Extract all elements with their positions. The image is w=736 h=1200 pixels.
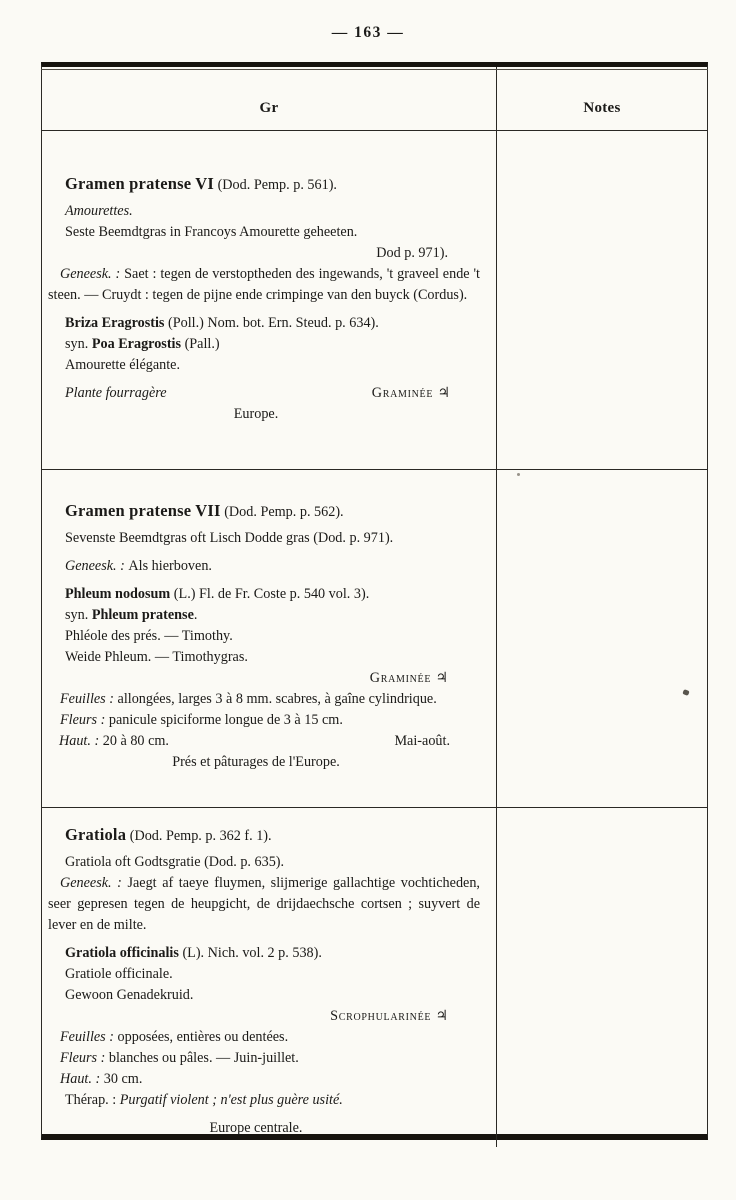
entry-line (48, 355, 482, 376)
notes-cell-3 (497, 808, 707, 1147)
text-segment: Dod p. 971). (376, 245, 448, 261)
text-segment: ♃ (435, 1008, 448, 1024)
text-segment: Haut. : (59, 733, 103, 749)
entry-line (48, 404, 482, 425)
entry-line (48, 689, 482, 710)
text-segment: Fleurs : (60, 712, 109, 728)
text-segment: opposées, entières ou dentées. (117, 1029, 289, 1045)
text-segment: (L). Nich. vol. 2 p. 538). (178, 945, 322, 961)
ink-speck (682, 689, 689, 696)
text-segment: Phleum pratense (91, 607, 194, 623)
text-segment: Weide Phleum. — Timothygras. (65, 649, 248, 665)
text-segment: (Poll.) Nom. bot. Ern. Steud. p. 634). (164, 315, 379, 331)
text-segment: Phleum nodosum (65, 586, 171, 602)
entry-line (48, 873, 482, 936)
text-segment: . (193, 607, 198, 623)
entry-line (48, 1118, 482, 1139)
text-segment: Gratiola (65, 825, 127, 844)
text-segment: syn. (65, 607, 92, 623)
text-segment: Gewoon Genadekruid. (65, 987, 194, 1003)
entry-line (48, 383, 482, 404)
text-segment: Purgatif violent ; n'est plus guère usité. (119, 1092, 343, 1108)
text-segment: (Dod. Pemp. p. 561). (214, 177, 337, 193)
page-number: — 163 — (331, 24, 405, 41)
entry-line (48, 731, 482, 752)
text-segment: Haut. : (60, 1071, 104, 1087)
column-header-gr: Gr (42, 67, 497, 130)
entry-line (48, 313, 482, 334)
entry-content-gramen-pratense-vi (42, 131, 497, 469)
text-segment: 30 cm. (103, 1071, 143, 1087)
notes-cell-1 (497, 131, 707, 469)
entry-line (48, 1027, 482, 1048)
text-segment: Gratiola officinalis (65, 945, 179, 961)
text-segment: Graminée (369, 670, 436, 686)
line-left-part (59, 731, 169, 752)
text-segment: (Dod. Pemp. p. 562). (220, 504, 344, 520)
entry-line (48, 222, 482, 243)
entry-line (48, 710, 482, 731)
text-segment: Poa Eragrostis (91, 336, 182, 352)
entry-line (48, 528, 482, 549)
text-segment: Geneesk. : (65, 558, 129, 574)
text-segment: Saet : tegen de verstoptheden des ingewands, 't graveel ende 't steen. — Cruydt : tegen de pijne ende crimpinge van den buyck (Cordus). (48, 266, 480, 303)
notes-cell-2 (497, 470, 707, 807)
text-segment: panicule spiciforme longue de 3 à 15 cm. (108, 712, 343, 728)
entry-line (48, 985, 482, 1006)
text-segment: syn. (65, 336, 92, 352)
entry-title (48, 498, 482, 525)
text-segment: Amourette élégante. (65, 357, 181, 373)
text-segment: (Dod. Pemp. p. 362 f. 1). (126, 828, 272, 844)
entry-line (48, 556, 482, 577)
text-segment: Feuilles : (60, 691, 118, 707)
text-segment: Amourettes. (65, 203, 133, 219)
text-segment: Gratiole officinale. (65, 966, 173, 982)
text-segment: Jaegt af taeye fluymen, slijmerige gallachtige vochticheden, seer gepresen tegen de heupgicht, de drijdaechsche cortsen ; suyvert de lever en de milte. (48, 875, 480, 933)
text-segment: Fleurs : (60, 1050, 109, 1066)
entry-row-gratiola (42, 808, 707, 1147)
entry-line (48, 668, 482, 689)
text-segment: ♃ (435, 670, 448, 686)
entry-line (48, 752, 482, 773)
entry-line (48, 1048, 482, 1069)
entry-line (48, 852, 482, 873)
entry-line (48, 605, 482, 626)
text-segment: Gramen pratense VI (65, 174, 215, 193)
entry-line (48, 334, 482, 355)
text-segment: blanches ou pâles. — Juin-juillet. (108, 1050, 299, 1066)
text-segment: Briza Eragrostis (65, 315, 165, 331)
text-segment: Plante fourragère (65, 385, 167, 401)
text-segment: 20 à 80 cm. (102, 733, 169, 749)
text-segment: Mai-août. (394, 733, 450, 749)
entry-line (48, 943, 482, 964)
entry-line (48, 201, 482, 222)
column-header-notes: Notes (583, 100, 621, 116)
entry-title (48, 171, 482, 198)
record-table (41, 62, 708, 1140)
text-segment: Europe centrale. (209, 1120, 303, 1136)
entry-line (48, 1090, 482, 1111)
text-segment: Geneesk. : (60, 266, 125, 282)
entry-line (48, 1069, 482, 1090)
text-segment: Graminée (371, 385, 438, 401)
entry-title (48, 822, 482, 849)
entry-content-gramen-pratense-vii (42, 470, 497, 807)
text-segment: Seste Beemdtgras in Francoys Amourette geheeten. (65, 224, 358, 240)
text-segment: Gratiola oft Godtsgratie (Dod. p. 635). (65, 854, 285, 870)
text-segment: ♃ (437, 385, 450, 401)
line-right-part (394, 731, 450, 752)
text-segment: Feuilles : (60, 1029, 118, 1045)
entry-line (48, 1006, 482, 1027)
text-segment: Phléole des prés. — Timothy. (65, 628, 233, 644)
text-segment: Europe. (233, 406, 279, 422)
text-segment: allongées, larges 3 à 8 mm. scabres, à gaîne cylindrique. (117, 691, 437, 707)
text-segment: Gramen pratense VII (65, 501, 221, 520)
line-left-part (65, 383, 167, 404)
text-segment: Sevenste Beemdtgras oft Lisch Dodde gras (Dod. p. 971). (65, 530, 394, 546)
entry-line (48, 626, 482, 647)
entry-line (48, 243, 482, 264)
text-segment: Scrophularinée (330, 1008, 436, 1024)
table-header-row (42, 67, 707, 131)
entry-line (48, 584, 482, 605)
entry-line (48, 964, 482, 985)
line-right-part (372, 383, 450, 404)
entry-row-gramen-pratense-vi (42, 131, 707, 470)
entry-line (48, 647, 482, 668)
entry-content-gratiola (42, 808, 497, 1147)
text-segment: Geneesk. : (60, 875, 128, 891)
entry-row-gramen-pratense-vii (42, 470, 707, 808)
text-segment: (Pall.) (181, 336, 220, 352)
text-segment: (L.) Fl. de Fr. Coste p. 540 vol. 3). (170, 586, 370, 602)
text-segment: Als hierboven. (128, 558, 212, 574)
text-segment: Thérap. : (65, 1092, 120, 1108)
text-segment: Prés et pâturages de l'Europe. (172, 754, 340, 770)
entry-line (48, 264, 482, 306)
